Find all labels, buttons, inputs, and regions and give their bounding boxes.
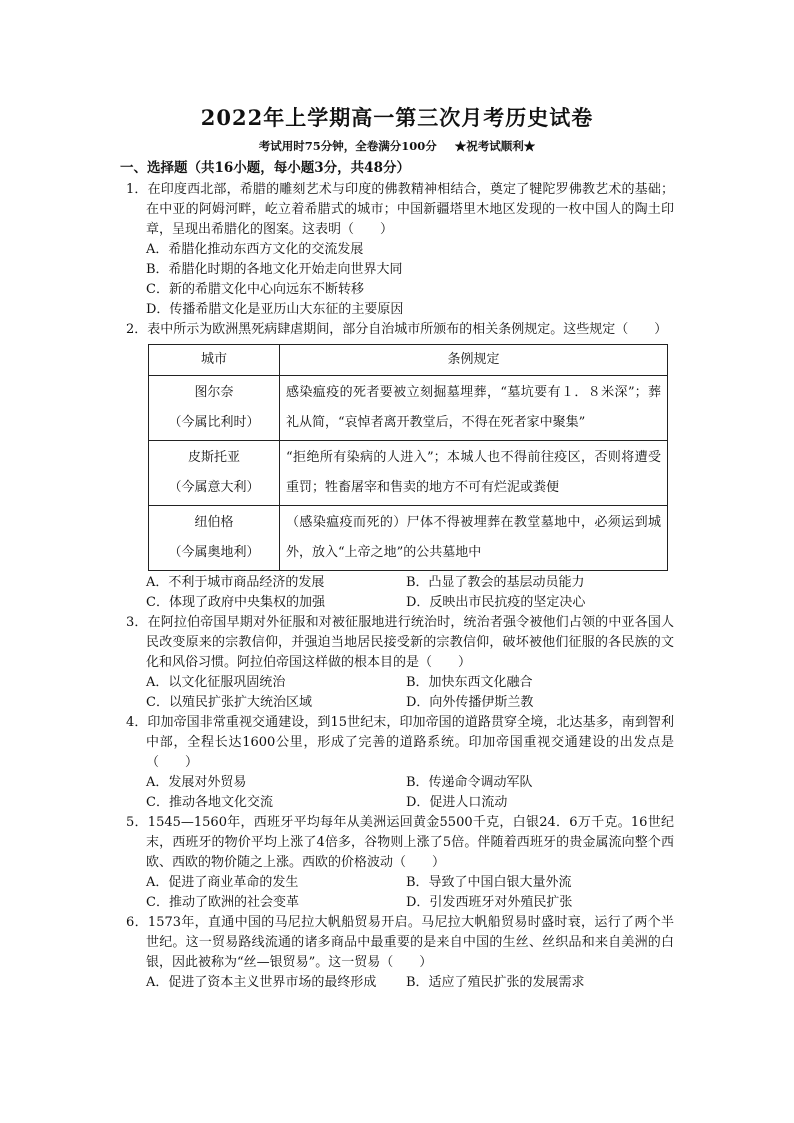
option-d: D．反映出市民抗疫的坚定决心: [406, 595, 586, 610]
city-regulations-table: [148, 344, 668, 571]
regulation-cell: 感染瘟疫的死者要被立刻掘墓埋葬，“墓坑要有１．８米深”；葬礼从简，“哀悼者离开教堂后，不得在死者家中聚集”: [280, 376, 668, 441]
city-cell: [149, 506, 280, 571]
option-b: B．加快东西文化融合: [406, 675, 533, 690]
option-a: A．发展对外贸易: [146, 775, 247, 790]
option-a: A．促进了资本主义世界市场的最终形成: [146, 975, 377, 990]
question-6: [126, 913, 674, 993]
city-name: 纽伯格: [194, 515, 234, 530]
city-region: （今属奥地利）: [168, 545, 260, 560]
option-c: C．以殖民扩张扩大统治区域: [146, 695, 312, 710]
option-a: A．不利于城市商品经济的发展: [146, 575, 325, 590]
option-d: D．引发西班牙对外殖民扩张: [406, 895, 573, 910]
option-b: B．导致了中国白银大量外流: [406, 875, 572, 890]
question-stem: 4．印加帝国非常重视交通建设，到15世纪末，印加帝国的道路贯穿全境，北达基多，南到智利中部，全程长达1600公里，形成了完善的道路系统。印加帝国重视交通建设的出发点是（ ）: [126, 715, 674, 770]
option-d: D．传播希腊文化是亚历山大东征的主要原因: [146, 302, 404, 317]
question-stem: 6．1573年，直通中国的马尼拉大帆船贸易开启。马尼拉大帆船贸易时盛时衰，运行了两个半世纪。这一贸易路线流通的诸多商品中最重要的是来自中国的生丝、丝织品和来自美洲的白银，因此被称为“丝—银贸易”。这一贸易（ ）: [126, 915, 674, 970]
options: [126, 973, 674, 993]
question-5: [126, 813, 674, 913]
option-c: C．推动各地文化交流: [146, 795, 273, 810]
table-row: [149, 441, 668, 506]
regulation-cell: “拒绝所有染病的人进入”；本城人也不得前往疫区，否则将遭受重罚；牲畜屠宰和售卖的地方不可有烂泥或粪便: [280, 441, 668, 506]
city-name: 皮斯托亚: [187, 450, 240, 465]
city-cell: [149, 376, 280, 441]
city-name: 图尔奈: [194, 385, 234, 400]
question-stem: 5．1545—1560年，西班牙平均每年从美洲运回黄金5500千克，白银24．6万千克。16世纪末，西班牙的物价平均上涨了4倍多，谷物则上涨了5倍。伴随着西班牙的贵金属流向整个西欧、西欧的物价随之上涨。西欧的价格波动（ ）: [126, 815, 674, 870]
question-stem: 3．在阿拉伯帝国早期对外征服和对被征服地进行统治时，统治者强令被他们占领的中亚各国人民改变原来的宗教信仰，并强迫当地居民接受新的宗教信仰，破坏被他们征服的各民族的文化和风俗习惯。阿拉伯帝国这样做的根本目的是（ ）: [126, 615, 674, 670]
city-region: （今属比利时）: [168, 415, 260, 430]
option-d: D．促进人口流动: [406, 795, 508, 810]
option-b: B．凸显了教会的基层动员能力: [406, 575, 585, 590]
header-regulation: 条例规定: [280, 345, 668, 376]
header-city: 城市: [149, 345, 280, 376]
table-row: [149, 376, 668, 441]
good-luck-note: ★祝考试顺利★: [454, 139, 536, 153]
option-d: D．向外传播伊斯兰教: [406, 695, 534, 710]
question-stem: 2．表中所示为欧洲黑死病肆虐期间，部分自治城市所颁布的相关条例规定。这些规定（ ）: [126, 322, 668, 337]
question-list: [126, 180, 674, 993]
option-c: C．体现了政府中央集权的加强: [146, 595, 325, 610]
question-2: [126, 320, 674, 613]
option-a: A．希腊化推动东西方文化的交流发展: [146, 242, 364, 257]
options: [126, 573, 674, 613]
city-cell: [149, 441, 280, 506]
option-c: C．新的希腊文化中心向远东不断转移: [146, 282, 364, 297]
exam-time-score: 考试用时75分钟，全卷满分100分: [258, 139, 437, 153]
table-header-row: [149, 345, 668, 376]
section-heading: 一、选择题（共16小题，每小题3分，共48分）: [120, 160, 410, 176]
options: [126, 773, 674, 813]
question-3: [126, 613, 674, 713]
option-a: A．以文化征服巩固统治: [146, 675, 286, 690]
exam-subtitle: [0, 138, 794, 154]
exam-title: 2022年上学期高一第三次月考历史试卷: [200, 105, 594, 130]
options: [126, 873, 674, 913]
question-1: [126, 180, 674, 320]
option-c: C．推动了欧洲的社会变革: [146, 895, 299, 910]
regulation-cell: （感染瘟疫而死的）尸体不得被埋葬在教堂墓地中，必须运到城外，放入“上帝之地”的公共墓地中: [280, 506, 668, 571]
question-4: [126, 713, 674, 813]
question-stem: 1．在印度西北部，希腊的雕刻艺术与印度的佛教精神相结合，奠定了犍陀罗佛教艺术的基础；在中亚的阿姆河畔，屹立着希腊式的城市；中国新疆塔里木地区发现的一枚中国人的陶土印章，呈现出希腊化的图案。这表明（ ）: [126, 182, 674, 237]
option-a: A．促进了商业革命的发生: [146, 875, 299, 890]
option-b: B．适应了殖民扩张的发展需求: [406, 975, 585, 990]
table-row: [149, 506, 668, 571]
option-b: B．传递命令调动军队: [406, 775, 533, 790]
city-region: （今属意大利）: [168, 480, 260, 495]
option-b: B．希腊化时期的各地文化开始走向世界大同: [146, 262, 403, 277]
options: [126, 673, 674, 713]
